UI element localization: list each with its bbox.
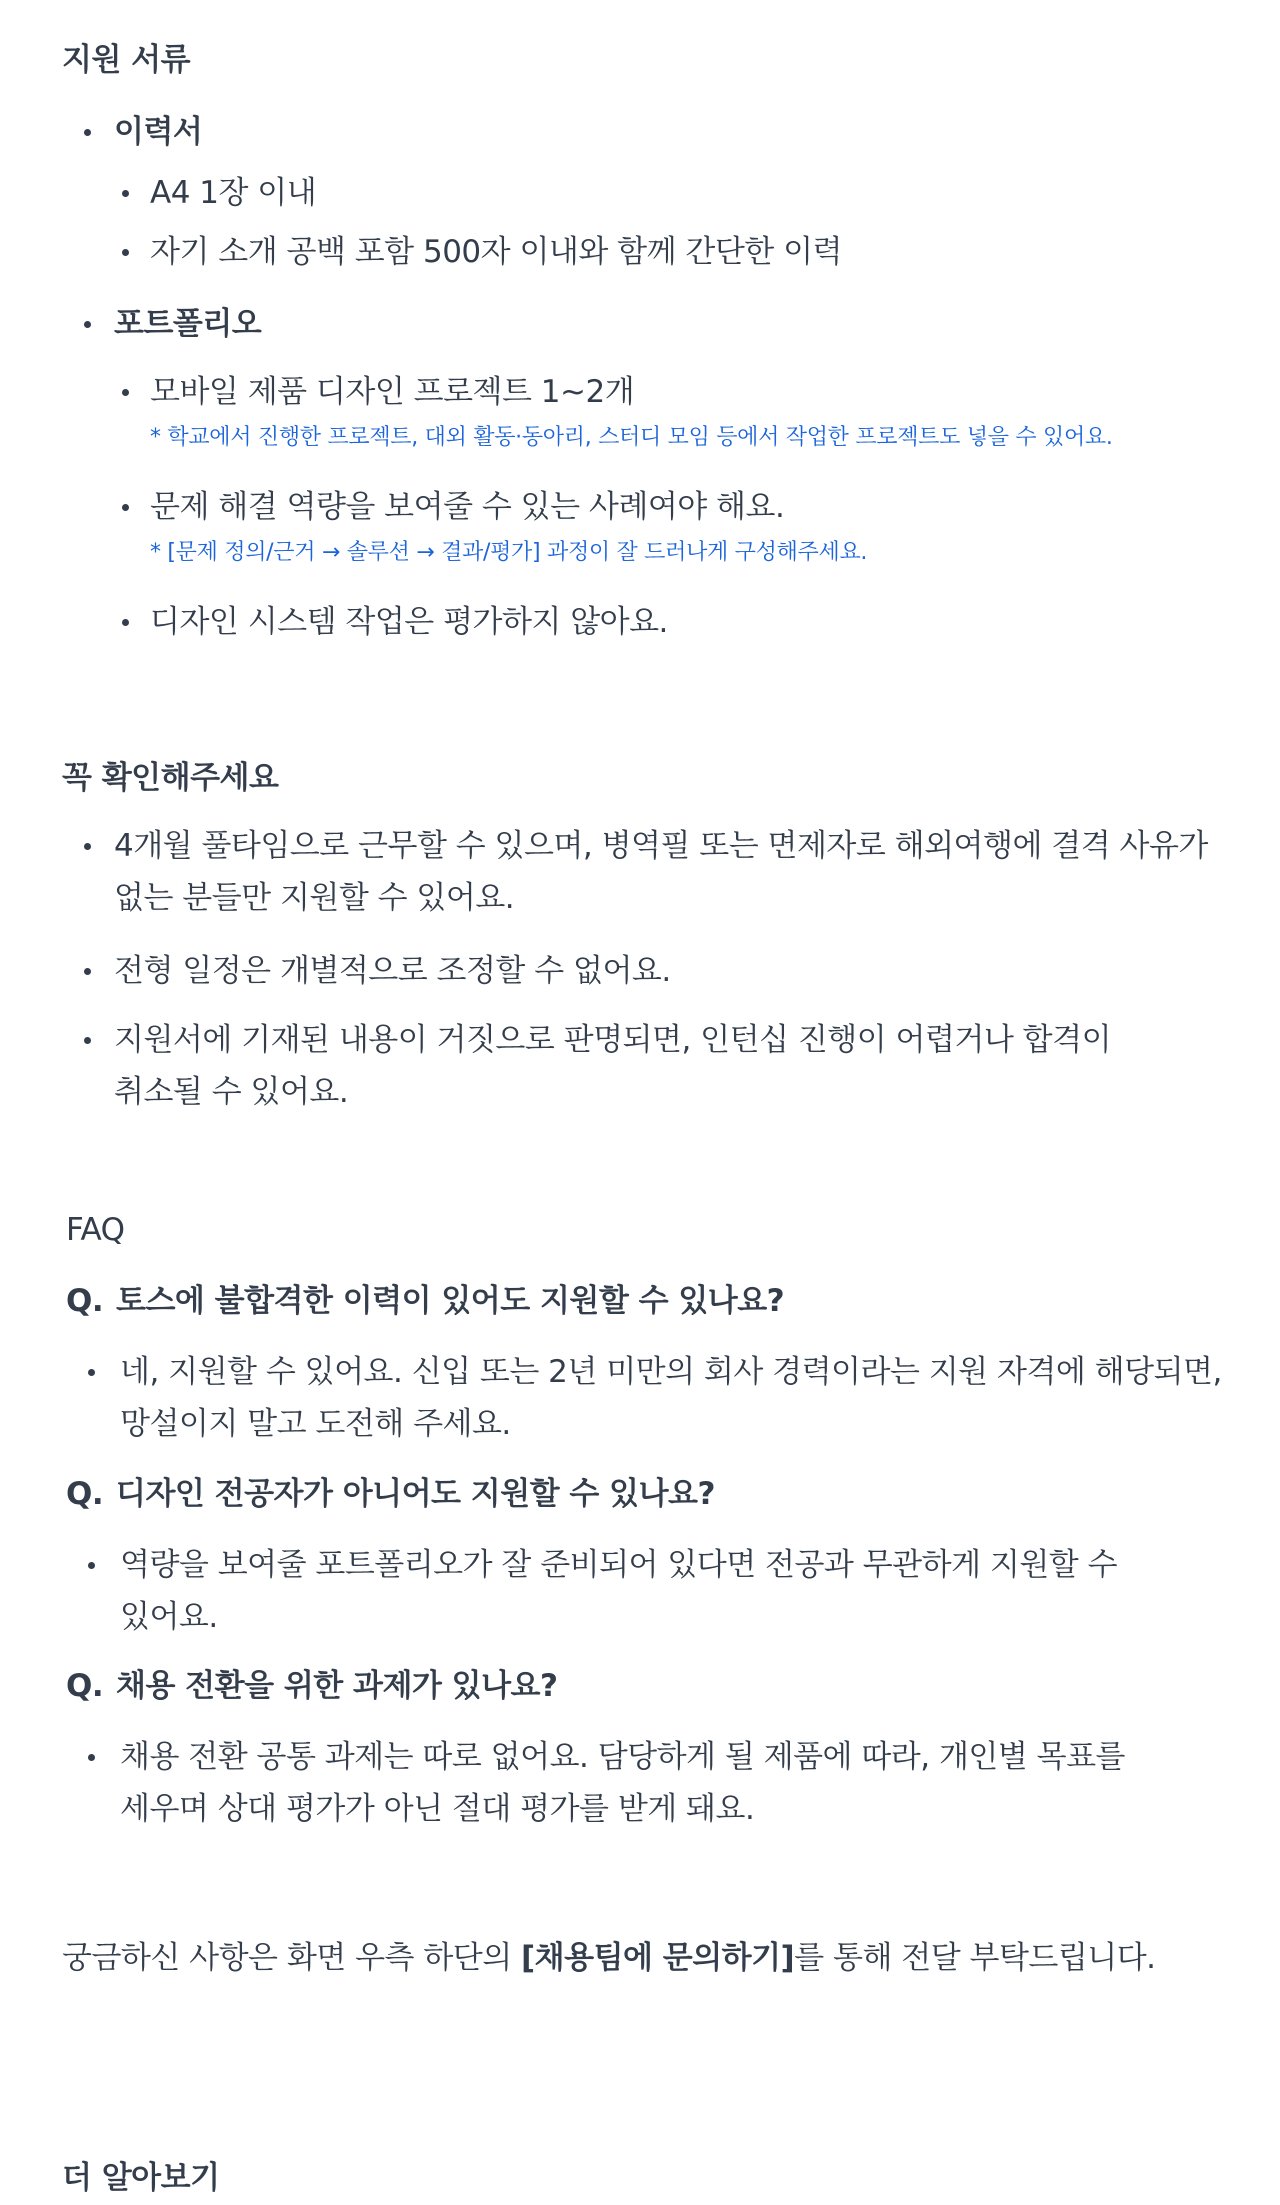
list-item-portfolio: 포트폴리오 — [0, 298, 1280, 350]
bullet-icon — [122, 389, 129, 396]
list-item: 지원서에 기재된 내용이 거짓으로 판명되면, 인턴십 진행이 어렵거나 합격이 취소될 수 있어요. — [0, 1014, 1280, 1118]
bullet-icon — [84, 1037, 91, 1044]
bullet-icon — [84, 843, 91, 850]
bullet-icon — [84, 129, 91, 136]
list-item: 자기 소개 공백 포함 500자 이내와 함께 간단한 이력 — [0, 226, 1280, 278]
list-item: 전형 일정은 개별적으로 조정할 수 없어요. — [0, 945, 1280, 997]
faq-question-1: Q. 토스에 불합격한 이력이 있어도 지원할 수 있나요? — [66, 1283, 785, 1319]
check-list — [0, 820, 1280, 924]
documents-title: 지원 서류 — [62, 42, 191, 78]
check-list — [0, 945, 1280, 997]
list-item: 4개월 풀타임으로 근무할 수 있으며, 병역필 또는 면제자로 해외여행에 결격 사유가 없는 분들만 지원할 수 있어요. — [0, 820, 1280, 924]
list-item: 모바일 제품 디자인 프로젝트 1~2개 — [0, 366, 1280, 418]
check-list — [0, 1014, 1280, 1118]
contact-team-link-text: [채용팀에 문의하기] — [521, 1940, 795, 1976]
portfolio-sublist — [0, 596, 1280, 648]
learn-more-title: 더 알아보기 — [62, 2160, 220, 2196]
portfolio-list — [0, 298, 1280, 350]
resume-sublist — [0, 167, 1280, 278]
bullet-icon — [88, 1562, 95, 1569]
bullet-icon — [122, 504, 129, 511]
list-item: 네, 지원할 수 있어요. 신입 또는 2년 미만의 회사 경력이라는 지원 자격에 해당되면, 망설이지 말고 도전해 주세요. — [0, 1346, 1280, 1450]
bullet-icon — [88, 1754, 95, 1761]
faq-answer-1 — [0, 1346, 1280, 1450]
check-title: 꼭 확인해주세요 — [62, 760, 279, 796]
faq-title: FAQ — [66, 1212, 125, 1248]
list-item-resume: 이력서 — [0, 106, 1280, 158]
contact-note: 궁금하신 사항은 화면 우측 하단의 [채용팀에 문의하기]를 통해 전달 부탁드립니다. — [62, 1940, 1156, 1976]
bullet-icon — [84, 968, 91, 975]
list-item: 디자인 시스템 작업은 평가하지 않아요. — [0, 596, 1280, 648]
faq-answer-3 — [0, 1731, 1280, 1835]
list-item: 문제 해결 역량을 보여줄 수 있는 사례여야 해요. — [0, 481, 1280, 533]
bullet-icon — [122, 619, 129, 626]
list-item: 채용 전환 공통 과제는 따로 없어요. 담당하게 될 제품에 따라, 개인별 목표를 세우며 상대 평가가 아닌 절대 평가를 받게 돼요. — [0, 1731, 1280, 1835]
list-item: A4 1장 이내 — [0, 167, 1280, 219]
portfolio-note-1: * 학교에서 진행한 프로젝트, 대외 활동·동아리, 스터디 모임 등에서 작업한 프로젝트도 넣을 수 있어요. — [150, 425, 1113, 450]
documents-list — [0, 106, 1280, 158]
bullet-icon — [88, 1369, 95, 1376]
faq-answer-2 — [0, 1539, 1280, 1643]
portfolio-note-2: * [문제 정의/근거 → 솔루션 → 결과/평가] 과정이 잘 드러나게 구성해주세요. — [150, 540, 868, 565]
faq-question-2: Q. 디자인 전공자가 아니어도 지원할 수 있나요? — [66, 1476, 715, 1512]
bullet-icon — [84, 321, 91, 328]
bullet-icon — [122, 190, 129, 197]
faq-question-3: Q. 채용 전환을 위한 과제가 있나요? — [66, 1668, 558, 1704]
bullet-icon — [122, 249, 129, 256]
list-item: 역량을 보여줄 포트폴리오가 잘 준비되어 있다면 전공과 무관하게 지원할 수 있어요. — [0, 1539, 1280, 1643]
portfolio-sublist — [0, 366, 1280, 418]
portfolio-sublist — [0, 481, 1280, 533]
